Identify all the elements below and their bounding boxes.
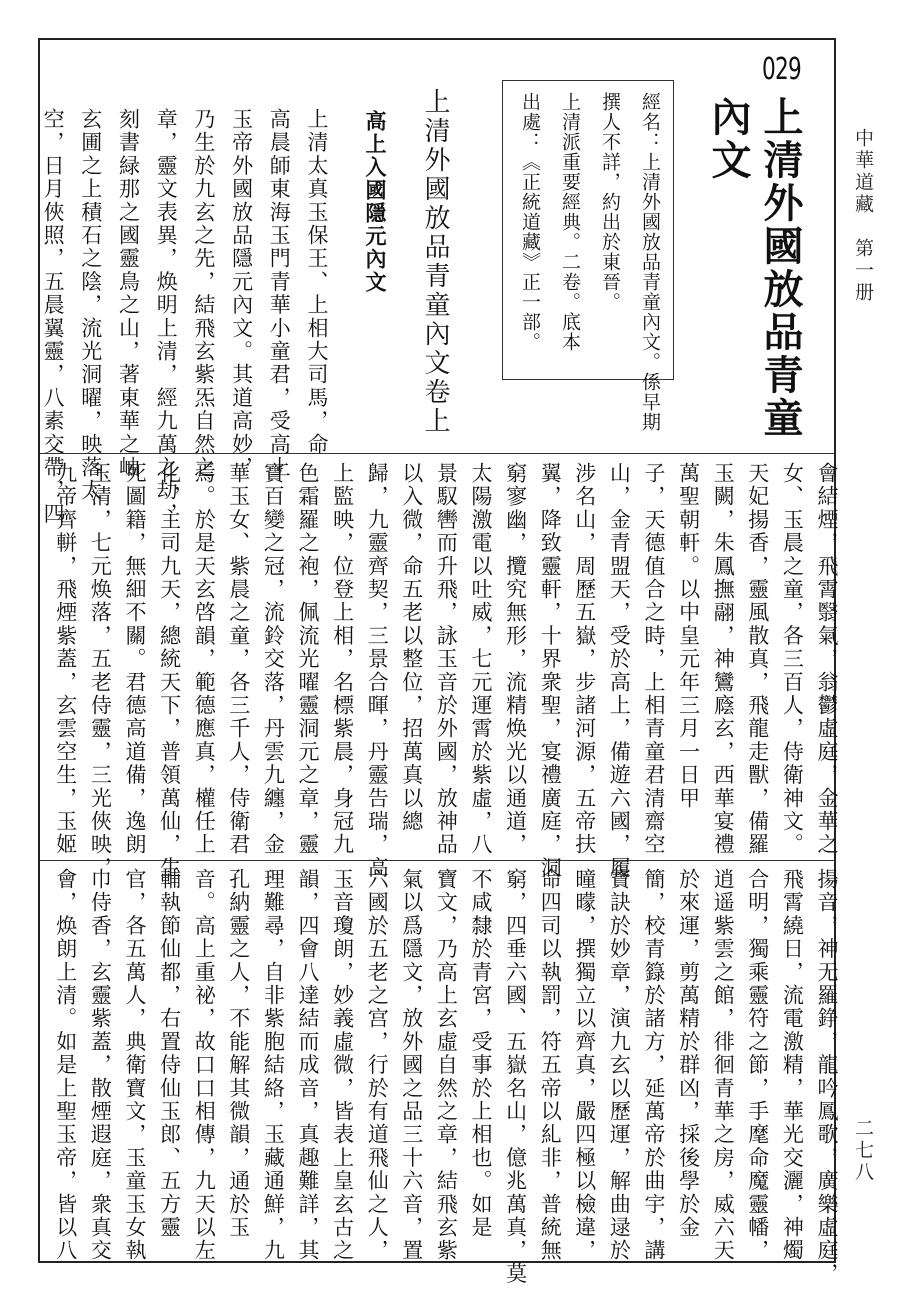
text-column: 窮，四垂六國、五嶽名山，億兆萬真，莫 xyxy=(503,868,528,1286)
text-column: 六國於五老之宫，行於有道飛仙之人， xyxy=(365,868,390,1263)
text-column: 韻，四會八達結而成音，真趣難詳，其 xyxy=(296,868,320,1263)
page-number: 二七八 xyxy=(852,1118,874,1184)
text-column: 山，金青盟天，受於高上，備遊六國，履 xyxy=(607,462,632,880)
text-column: 化，主司九天，總統天下，普領萬仙，生 xyxy=(157,462,182,880)
text-column: 焉。於是天玄啓韻，範德應真，權任上 xyxy=(192,462,217,857)
text-column: 玄圃之上積石之陰，流光洞曜，映落太 xyxy=(78,108,103,503)
text-column: 寶文，乃高上玄虛自然之章，結飛玄紫 xyxy=(434,868,459,1263)
running-header: 中華道藏 第一册 xyxy=(852,128,874,304)
text-column: 寶百變之冠，流鈴交落，丹雲九纏，金 xyxy=(261,462,286,857)
entry-title-line-2: 內文 xyxy=(705,96,751,182)
text-column: 逍遥紫雲之館，徘徊青華之房，威六天 xyxy=(711,868,736,1263)
info-line-4: 出處：《正統道藏》正一部。 xyxy=(519,92,541,352)
text-column: 曈曚，撰獨立以齊真，嚴四極以檢違， xyxy=(572,868,597,1263)
text-column: 玉清，七元焕落，五老侍靈，三光俠映， xyxy=(88,462,113,880)
text-column: 子，天德值合之時，上相青童君清齋空 xyxy=(642,462,666,857)
text-column: 飛霄繞日，流電激精，華光交灑，神燭 xyxy=(780,868,805,1263)
text-column: 景馭轡而升飛，詠玉音於外國，放神品 xyxy=(434,462,459,857)
text-column: 九帝齊軿，飛煙紫蓋，玄雲空生，玉姬 xyxy=(53,462,78,857)
text-column: 揚音，神无羅錚，龍吟鳳歌，廣樂虛庭， xyxy=(815,868,839,1286)
info-line-2: 撰人不詳，約出於東晉。 xyxy=(599,92,621,312)
text-column: 天妃揚香，靈風散真，飛龍走獸，備羅 xyxy=(745,462,770,857)
text-column: 音。高上重祕，故口口相傳，九天以左 xyxy=(192,868,217,1263)
text-column: 寶訣於妙章，演九玄以歷運，解曲逯於 xyxy=(607,868,632,1263)
text-column: 死圖籍，無細不關。君德高道備，逸朗 xyxy=(123,462,147,857)
text-column: 空，日月俠照，五晨翼靈，八素交帶，四 xyxy=(41,108,66,526)
text-column: 巾侍香，玄靈紫蓋，散煙遐庭，衆真交 xyxy=(88,868,113,1263)
text-column: 輔執節仙都，右置侍仙玉郎、五方靈 xyxy=(157,868,182,1240)
info-line-1: 經名：上清外國放品青童內文。係早期 xyxy=(639,92,661,432)
text-column: 於來運，剪萬精於群凶，採後學於金 xyxy=(676,868,701,1240)
text-column: 高晨師東海玉門青華小童君，受高上 xyxy=(267,108,292,480)
text-column: 章，靈文表異，焕明上清，經九萬之劫， xyxy=(154,108,179,526)
text-column: 玉音瓊朗，妙義虛微，皆表上皇玄古之 xyxy=(330,868,355,1263)
text-column: 官，各五萬人，典衛寶文，玉童玉女執 xyxy=(123,868,147,1263)
entry-title-line-1: 上清外國放品青童 xyxy=(757,96,803,440)
text-column: 合明，獨乘靈符之節，手麾命魔靈幡， xyxy=(745,868,770,1263)
text-column: 氣以爲隱文，放外國之品三十六音，置 xyxy=(399,868,424,1263)
text-column: 簡，校青籙於諸方，延萬帝於曲宇，講 xyxy=(642,868,666,1263)
text-column: 理難尋，自非紫胞結絡，玉藏通鮮，九 xyxy=(261,868,286,1263)
text-column: 女、玉晨之童，各三百人，侍衛神文。 xyxy=(780,462,805,857)
text-column: 色霜羅之袍，佩流光曜靈洞元之章，靈 xyxy=(296,462,320,857)
text-column: 上監映，位登上相，名標紫晨，身冠九 xyxy=(330,462,355,857)
fascicle-title: 上清外國放品青童內文卷上 xyxy=(420,88,450,436)
entry-number: 029 xyxy=(762,52,802,87)
text-column: 會結煙，飛霄翳氣，翁鬱虛庭，金華之 xyxy=(815,462,839,857)
text-column: 不咸隸於青宮，受事於上相也。如是 xyxy=(469,868,493,1240)
text-column: 華玉女、紫晨之童，各三千人，侍衛君 xyxy=(226,462,251,857)
text-column: 窮寥幽，攬究無形，流精焕光以通道， xyxy=(503,462,528,857)
text-column: 命四司以執罰，符五帝以糺非，普統無 xyxy=(538,868,563,1263)
text-column: 刻書緑那之國靈鳥之山，著東華之岫 xyxy=(116,108,141,480)
text-column: 翼，降致靈軒，十界衆聖，宴禮廣庭，洞 xyxy=(538,462,563,880)
text-column: 孔納靈之人，不能解其微韻，通於玉 xyxy=(226,868,251,1240)
text-column: 萬聖朝軒。以中皇元年三月一日甲 xyxy=(676,462,701,810)
text-column: 乃生於九玄之先，結飛玄紫炁自然之 xyxy=(191,108,216,480)
text-column: 會，焕朗上清。如是上聖玉帝，皆以八 xyxy=(53,868,78,1263)
text-column: 涉名山，周歷五嶽，步諸河源，五帝扶 xyxy=(572,462,597,857)
text-column: 玉帝外國放品隱元內文。其道高妙， xyxy=(229,108,254,480)
text-column: 上清太真玉保王、上相大司馬，命 xyxy=(305,108,329,456)
text-column: 歸，九靈齊契，三景合暉，丹靈告瑞，高 xyxy=(365,462,390,880)
text-column: 以入微，命五老以整位，招萬真以總 xyxy=(399,462,424,834)
text-column: 太陽激電以吐威，七元運霄於紫虛，八 xyxy=(469,462,493,857)
section-title: 高上入國隱元內文 xyxy=(363,110,387,294)
text-column: 玉闕，朱鳳撫翮，神鸞廕玄，西華宴禮 xyxy=(711,462,736,857)
info-line-3: 上清派重要經典。二卷。底本 xyxy=(559,92,581,352)
